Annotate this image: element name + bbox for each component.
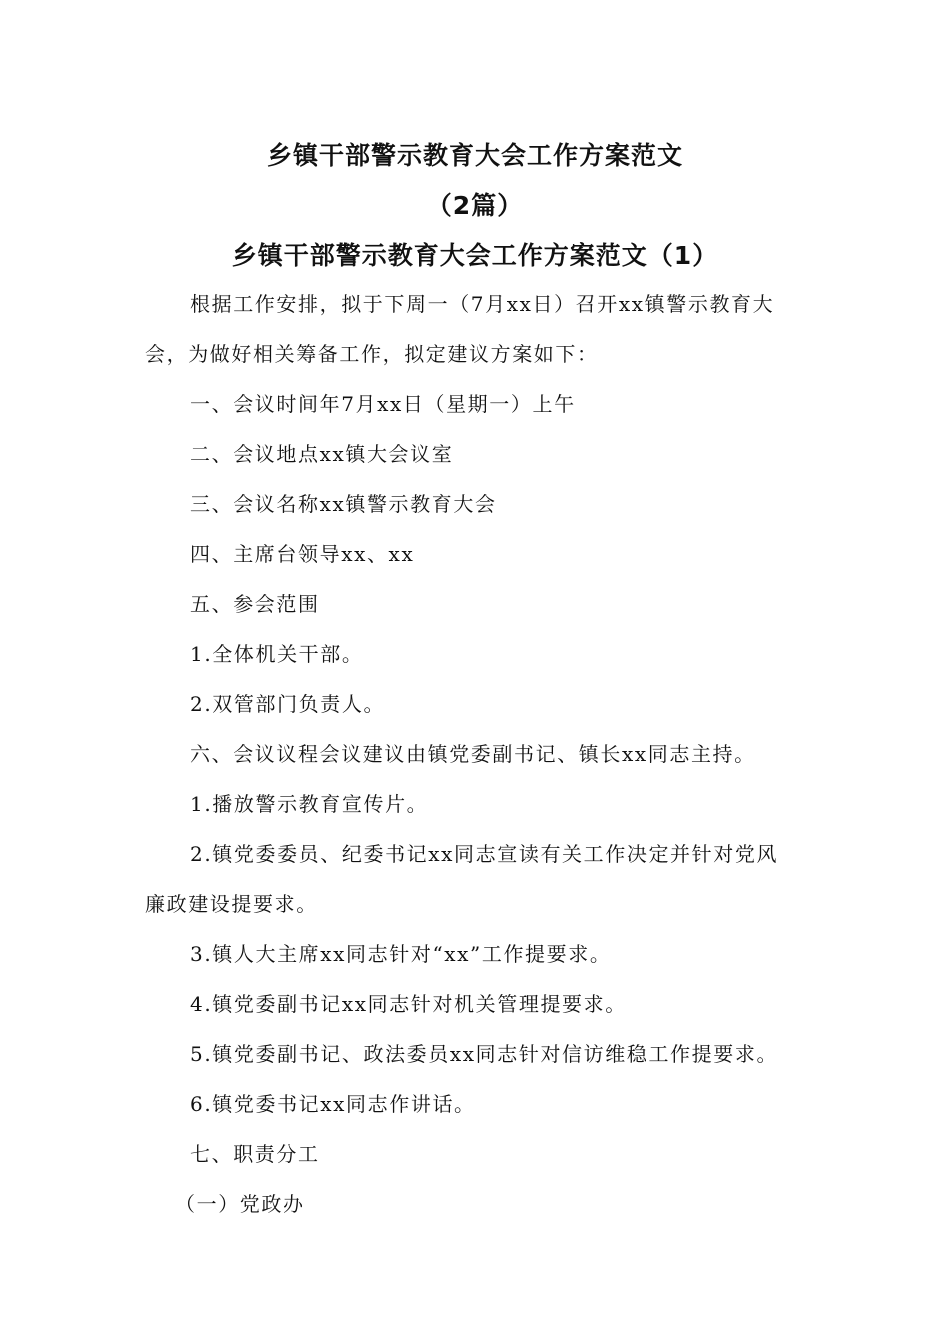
paragraph: 2.镇党委委员、纪委书记xx同志宣读有关工作决定并针对党风 bbox=[190, 842, 779, 866]
paragraph: 三、会议名称xx镇警示教育大会 bbox=[190, 492, 497, 516]
document-title: 乡镇干部警示教育大会工作方案范文 bbox=[266, 141, 683, 170]
paragraph: 1.全体机关干部。 bbox=[190, 642, 364, 666]
paragraph: 廉政建设提要求。 bbox=[145, 892, 318, 916]
paragraph: 六、会议议程会议建议由镇党委副书记、镇长xx同志主持。 bbox=[190, 742, 756, 766]
paragraph: 五、参会范围 bbox=[190, 592, 320, 616]
section-title: 乡镇干部警示教育大会工作方案范文（1） bbox=[231, 241, 719, 270]
paragraph: 2.双管部门负责人。 bbox=[190, 692, 386, 716]
paragraph: （一）党政办 bbox=[175, 1192, 305, 1216]
paragraph: 会，为做好相关筹备工作，拟定建议方案如下： bbox=[145, 342, 599, 366]
paragraph: 一、会议时间年7月xx日（星期一）上午 bbox=[190, 392, 576, 416]
paragraph: 根据工作安排，拟于下周一（7月xx日）召开xx镇警示教育大 bbox=[190, 292, 775, 316]
document-title-count: （2篇） bbox=[426, 191, 524, 220]
paragraph: 4.镇党委副书记xx同志针对机关管理提要求。 bbox=[190, 992, 627, 1016]
paragraph: 1.播放警示教育宣传片。 bbox=[190, 792, 429, 816]
paragraph: 6.镇党委书记xx同志作讲话。 bbox=[190, 1092, 476, 1116]
paragraph: 七、职责分工 bbox=[190, 1142, 320, 1166]
paragraph: 5.镇党委副书记、政法委员xx同志针对信访维稳工作提要求。 bbox=[190, 1042, 779, 1066]
paragraph: 四、主席台领导xx、xx bbox=[190, 542, 415, 566]
paragraph: 3.镇人大主席xx同志针对“xx”工作提要求。 bbox=[190, 942, 612, 966]
paragraph: 二、会议地点xx镇大会议室 bbox=[190, 442, 454, 466]
